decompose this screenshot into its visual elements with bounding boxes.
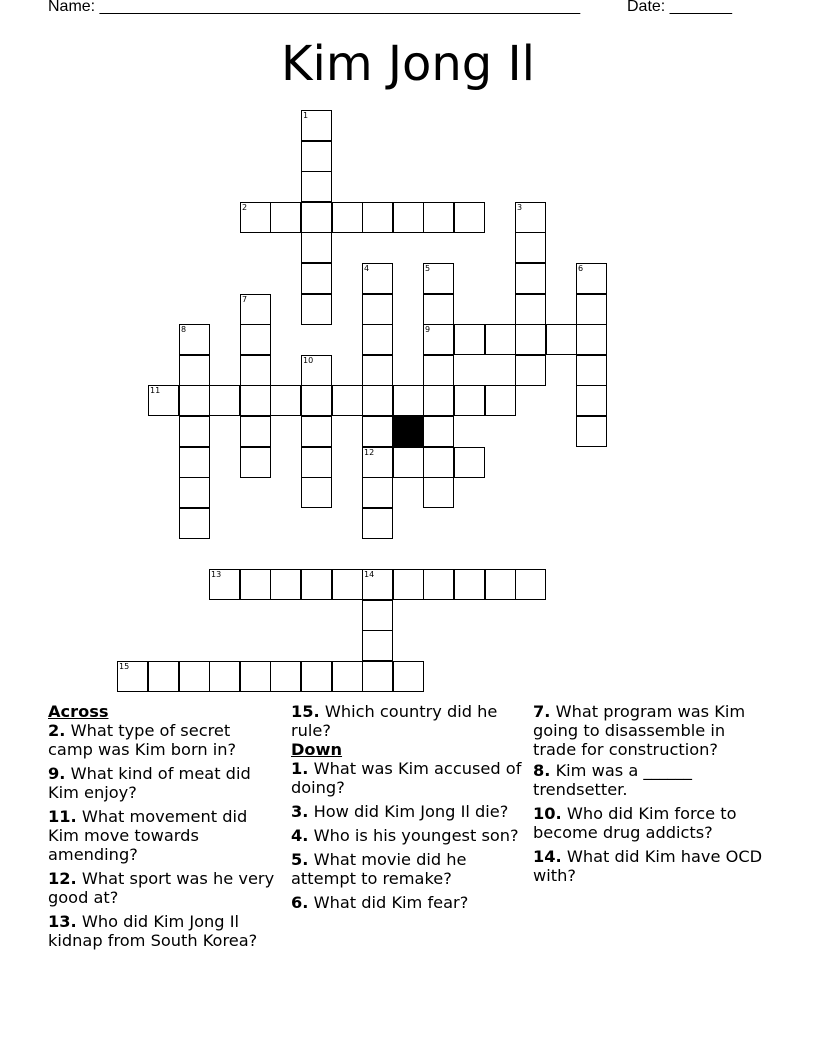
grid-cell[interactable] <box>423 416 454 447</box>
grid-cell[interactable] <box>576 416 607 447</box>
grid-cell[interactable] <box>240 355 271 386</box>
grid-cell[interactable] <box>179 355 210 386</box>
grid-cell[interactable] <box>393 202 424 233</box>
grid-cell[interactable] <box>485 385 516 416</box>
grid-cell[interactable] <box>515 232 546 263</box>
grid-cell[interactable] <box>301 294 332 325</box>
clue-number: 2 <box>242 203 248 212</box>
grid-cell[interactable] <box>454 385 485 416</box>
clues-column-2 <box>291 702 523 917</box>
grid-cell[interactable] <box>485 324 516 355</box>
grid-cell[interactable] <box>454 447 485 478</box>
clue-across-12: 12. What sport was he very good at? <box>48 869 275 907</box>
grid-cell[interactable] <box>270 569 301 600</box>
grid-cell[interactable] <box>362 508 393 539</box>
clue-number: 4 <box>364 264 370 273</box>
clue-number: 9 <box>425 325 431 334</box>
grid-cell[interactable] <box>179 477 210 508</box>
grid-cell[interactable] <box>362 355 393 386</box>
grid-cell[interactable] <box>454 202 485 233</box>
grid-cell[interactable] <box>240 202 271 233</box>
grid-cell[interactable] <box>240 569 271 600</box>
grid-cell[interactable] <box>393 385 424 416</box>
date-field[interactable]: Date: _______ <box>627 0 732 15</box>
clue-down-10: 10. Who did Kim force to become drug addicts? <box>533 804 737 842</box>
grid-cell[interactable] <box>576 355 607 386</box>
grid-cell[interactable] <box>301 416 332 447</box>
grid-cell[interactable] <box>362 661 393 692</box>
grid-cell[interactable] <box>362 202 393 233</box>
grid-cell[interactable] <box>270 202 301 233</box>
grid-cell[interactable] <box>515 324 546 355</box>
grid-cell[interactable] <box>301 385 332 416</box>
grid-cell[interactable] <box>301 171 332 202</box>
clues-column-1 <box>48 702 280 955</box>
grid-cell[interactable] <box>362 416 393 447</box>
grid-cell[interactable] <box>301 110 332 141</box>
clue-down-1: 1. What was Kim accused of doing? <box>291 759 522 797</box>
clue-across-2: 2. What type of secret camp was Kim born in? <box>48 721 237 759</box>
grid-cell[interactable] <box>301 477 332 508</box>
grid-cell[interactable] <box>179 416 210 447</box>
grid-cell[interactable] <box>179 324 210 355</box>
grid-cell[interactable] <box>209 569 240 600</box>
across-heading: Across <box>48 702 109 721</box>
grid-cell[interactable] <box>332 385 363 416</box>
grid-cell[interactable] <box>423 294 454 325</box>
grid-cell[interactable] <box>240 661 271 692</box>
grid-cell[interactable] <box>332 569 363 600</box>
grid-cell[interactable] <box>362 477 393 508</box>
clue-down-3: 3. How did Kim Jong Il die? <box>291 802 509 821</box>
grid-cell[interactable] <box>423 263 454 294</box>
clue-number: 14 <box>364 570 375 579</box>
grid-cell[interactable] <box>576 324 607 355</box>
clue-number: 15 <box>119 662 130 671</box>
grid-cell[interactable] <box>423 355 454 386</box>
grid-cell[interactable] <box>148 661 179 692</box>
grid-cell[interactable] <box>240 385 271 416</box>
grid-cell[interactable] <box>423 324 454 355</box>
header <box>48 0 748 20</box>
grid-cell[interactable] <box>117 661 148 692</box>
grid-cell[interactable] <box>362 600 393 631</box>
grid-cell[interactable] <box>179 385 210 416</box>
grid-cell[interactable] <box>576 263 607 294</box>
grid-cell[interactable] <box>240 324 271 355</box>
grid-cell[interactable] <box>454 324 485 355</box>
page-title: Kim Jong Il <box>281 36 535 92</box>
clue-number: 8 <box>181 325 187 334</box>
clue-number: 12 <box>364 448 375 457</box>
clues-column-3 <box>533 702 773 890</box>
black-square <box>393 416 424 447</box>
clue-down-14: 14. What did Kim have OCD with? <box>533 847 763 885</box>
grid-cell[interactable] <box>515 263 546 294</box>
grid-cell[interactable] <box>179 508 210 539</box>
clue-number: 3 <box>517 203 523 212</box>
grid-cell[interactable] <box>332 202 363 233</box>
grid-cell[interactable] <box>454 569 485 600</box>
grid-cell[interactable] <box>209 661 240 692</box>
grid-cell[interactable] <box>515 294 546 325</box>
grid-cell[interactable] <box>362 385 393 416</box>
clue-number: 13 <box>211 570 222 579</box>
clue-number: 11 <box>150 386 161 395</box>
grid-cell[interactable] <box>423 385 454 416</box>
grid-cell[interactable] <box>546 324 577 355</box>
clue-down-8: 8. Kim was a ______ trendsetter. <box>533 761 692 799</box>
grid-cell[interactable] <box>423 202 454 233</box>
grid-cell[interactable] <box>301 569 332 600</box>
grid-cell[interactable] <box>148 385 179 416</box>
grid-cell[interactable] <box>515 569 546 600</box>
down-heading: Down <box>291 740 343 759</box>
grid-cell[interactable] <box>576 294 607 325</box>
grid-cell[interactable] <box>301 355 332 386</box>
grid-cell[interactable] <box>423 477 454 508</box>
grid-cell[interactable] <box>240 447 271 478</box>
grid-cell[interactable] <box>362 630 393 661</box>
grid-cell[interactable] <box>485 569 516 600</box>
grid-cell[interactable] <box>362 569 393 600</box>
grid-cell[interactable] <box>240 294 271 325</box>
clue-down-6: 6. What did Kim fear? <box>291 893 469 912</box>
clue-across-15: 15. Which country did he rule? <box>291 702 498 740</box>
grid-cell[interactable] <box>270 385 301 416</box>
grid-cell[interactable] <box>240 416 271 447</box>
grid-cell[interactable] <box>362 294 393 325</box>
grid-cell[interactable] <box>301 232 332 263</box>
name-field[interactable]: Name: ______________________________________________________ <box>48 0 581 15</box>
grid-cell[interactable] <box>423 569 454 600</box>
clue-across-11: 11. What movement did Kim move towards amending? <box>48 807 248 864</box>
grid-cell[interactable] <box>423 447 454 478</box>
grid-cell[interactable] <box>362 263 393 294</box>
clue-number: 10 <box>303 356 314 365</box>
grid-cell[interactable] <box>362 324 393 355</box>
clue-number: 5 <box>425 264 431 273</box>
clue-number: 1 <box>303 111 309 120</box>
grid-cell[interactable] <box>515 355 546 386</box>
grid-cell[interactable] <box>179 661 210 692</box>
grid-cell[interactable] <box>270 661 301 692</box>
grid-cell[interactable] <box>515 202 546 233</box>
grid-cell[interactable] <box>362 447 393 478</box>
grid-cell[interactable] <box>332 661 363 692</box>
clue-down-4: 4. Who is his youngest son? <box>291 826 519 845</box>
clue-down-5: 5. What movie did he attempt to remake? <box>291 850 467 888</box>
grid-cell[interactable] <box>301 202 332 233</box>
grid-cell[interactable] <box>301 661 332 692</box>
clue-across-13: 13. Who did Kim Jong Il kidnap from South Korea? <box>48 912 258 950</box>
grid-cell[interactable] <box>179 447 210 478</box>
grid-cell[interactable] <box>209 385 240 416</box>
grid-cell[interactable] <box>301 263 332 294</box>
grid-cell[interactable] <box>576 385 607 416</box>
grid-cell[interactable] <box>301 447 332 478</box>
clue-across-9: 9. What kind of meat did Kim enjoy? <box>48 764 251 802</box>
grid-cell[interactable] <box>301 141 332 172</box>
grid-cell[interactable] <box>393 447 424 478</box>
clue-number: 7 <box>242 295 248 304</box>
grid-cell[interactable] <box>393 569 424 600</box>
clue-number: 6 <box>578 264 584 273</box>
grid-cell[interactable] <box>393 661 424 692</box>
clue-down-7: 7. What program was Kim going to disassemble in trade for construction? <box>533 702 746 759</box>
